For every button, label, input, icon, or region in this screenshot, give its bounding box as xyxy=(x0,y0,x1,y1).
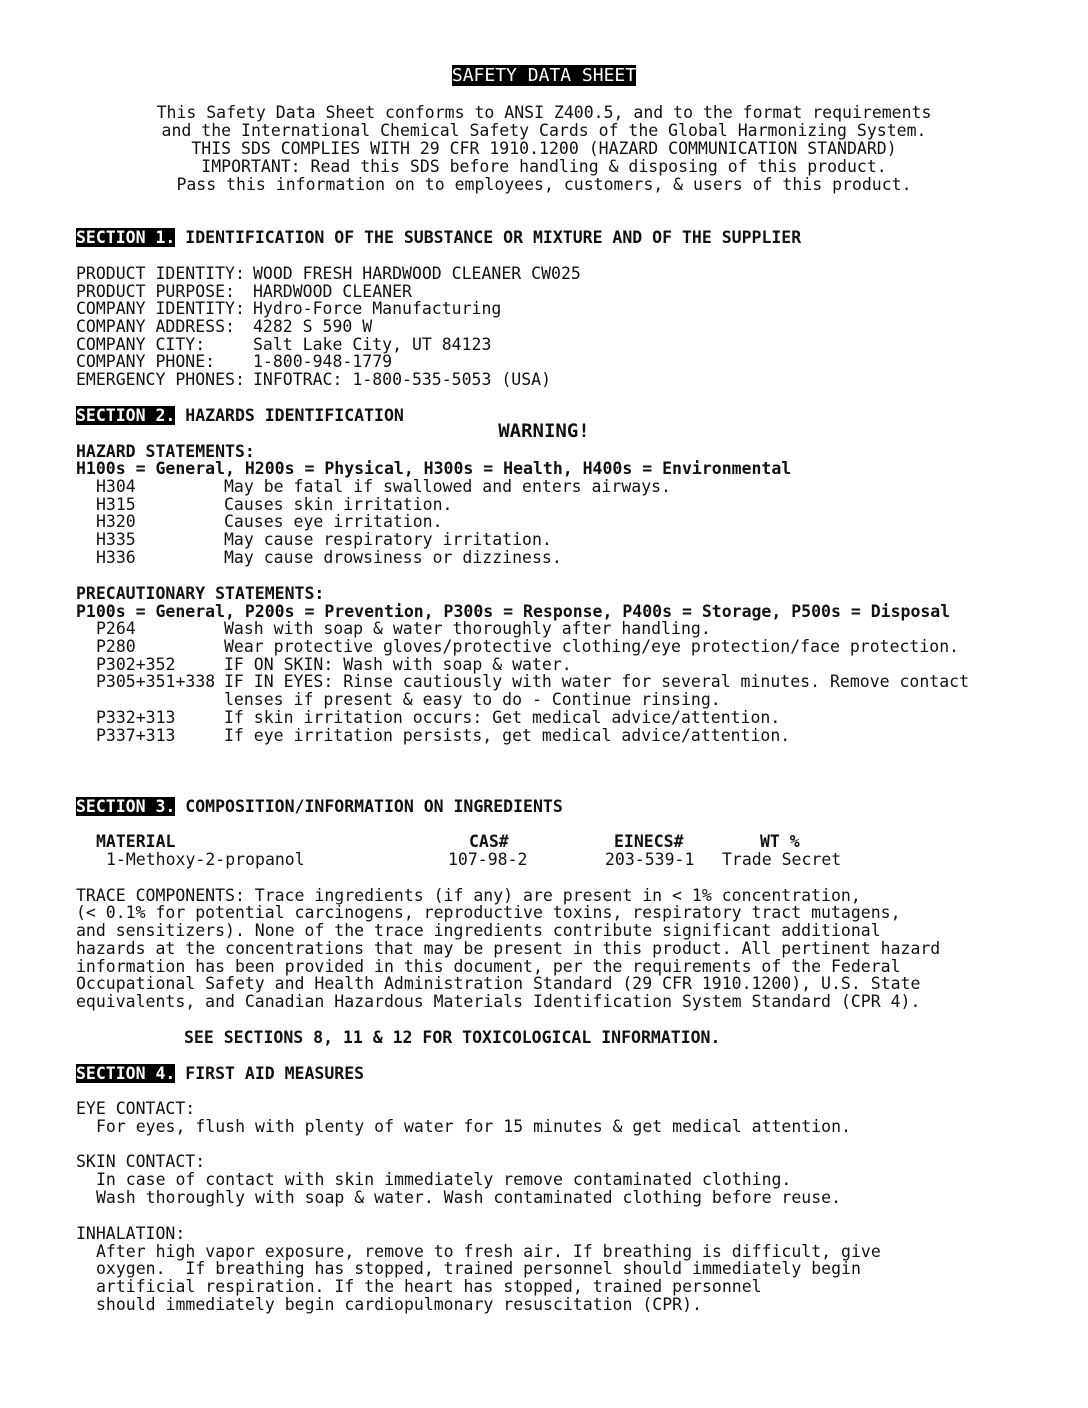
document-title: SAFETY DATA SHEET xyxy=(451,65,637,86)
hazard-code: H304 xyxy=(96,477,136,496)
section-2-heading: HAZARDS IDENTIFICATION xyxy=(185,406,404,425)
precaution-text: Wear protective gloves/protective clothing/eye protection/face protection. xyxy=(224,637,960,656)
field-label: COMPANY CITY: xyxy=(76,335,206,354)
precaution-text: If eye irritation persists, get medical advice/attention. xyxy=(224,726,791,745)
precaution-code: P302+352 xyxy=(96,655,176,674)
intro-line: and the International Chemical Safety Cards of the Global Harmonizing System. xyxy=(161,121,927,140)
toxicology-note: SEE SECTIONS 8, 11 & 12 FOR TOXICOLOGICAL INFORMATION. xyxy=(184,1028,721,1047)
column-header-einecs: EINECS# xyxy=(614,832,684,851)
precaution-text: IF ON SKIN: Wash with soap & water. xyxy=(224,655,572,674)
intro-line: This Safety Data Sheet conforms to ANSI Z400.5, and to the format requirements xyxy=(156,103,932,122)
skin-contact-text: Wash thoroughly with soap & water. Wash contaminated clothing before reuse. xyxy=(96,1188,842,1207)
column-header-cas: CAS# xyxy=(469,832,509,851)
precautionary-statements-title: PRECAUTIONARY STATEMENTS: xyxy=(76,584,325,603)
section-1-heading: IDENTIFICATION OF THE SUBSTANCE OR MIXTURE AND OF THE SUPPLIER xyxy=(185,228,802,247)
hazard-text: May cause drowsiness or dizziness. xyxy=(224,548,562,567)
hazard-code: H315 xyxy=(96,495,136,514)
trace-line: hazards at the concentrations that may be present in this product. All pertinent hazard xyxy=(76,939,941,958)
precaution-code: P305+351+338 xyxy=(96,672,216,691)
ingredient-wt: Trade Secret xyxy=(722,850,842,869)
precaution-text-continued: lenses if present & easy to do - Continue rinsing. xyxy=(224,690,721,709)
hazard-code: H336 xyxy=(96,548,136,567)
section-3-header xyxy=(76,798,563,816)
section-1-header xyxy=(76,229,801,247)
section-2-tag: SECTION 2. xyxy=(76,406,176,425)
hazard-code: H335 xyxy=(96,530,136,549)
section-3-heading: COMPOSITION/INFORMATION ON INGREDIENTS xyxy=(185,797,563,816)
section-4-header xyxy=(76,1065,364,1083)
trace-line: information has been provided in this document, per the requirements of the Federal xyxy=(76,957,901,976)
precaution-code: P337+313 xyxy=(96,726,176,745)
company-phone-value: 1-800-948-1779 xyxy=(253,352,393,371)
column-header-material: MATERIAL xyxy=(96,832,176,851)
section-1-tag: SECTION 1. xyxy=(76,228,176,247)
precautionary-legend: P100s = General, P200s = Prevention, P300s = Response, P400s = Storage, P500s = Disposal xyxy=(76,602,951,621)
precaution-code: P332+313 xyxy=(96,708,176,727)
precaution-code: P280 xyxy=(96,637,136,656)
field-label: PRODUCT IDENTITY: xyxy=(76,264,245,283)
ingredient-material: 1-Methoxy-2-propanol xyxy=(106,850,305,869)
column-header-wt: WT % xyxy=(760,832,800,851)
hazard-code: H320 xyxy=(96,512,136,531)
ingredient-einecs: 203-539-1 xyxy=(605,850,695,869)
intro-line: Pass this information on to employees, customers, & users of this product. xyxy=(176,175,912,194)
trace-line: equivalents, and Canadian Hazardous Materials Identification System Standard (CPR 4). xyxy=(76,992,921,1011)
trace-line: TRACE COMPONENTS: Trace ingredients (if any) are present in < 1% concentration, xyxy=(76,886,861,905)
signal-word: WARNING! xyxy=(498,420,590,442)
precaution-code: P264 xyxy=(96,619,136,638)
field-label: EMERGENCY PHONES: xyxy=(76,370,245,389)
product-purpose-value: HARDWOOD CLEANER xyxy=(253,282,412,301)
field-label: PRODUCT PURPOSE: xyxy=(76,282,235,301)
company-identity-value: Hydro-Force Manufacturing xyxy=(253,299,502,318)
intro-line: THIS SDS COMPLIES WITH 29 CFR 1910.1200 (HAZARD COMMUNICATION STANDARD) xyxy=(191,139,897,158)
precaution-text: IF IN EYES: Rinse cautiously with water for several minutes. Remove contact xyxy=(224,672,970,691)
precaution-text: Wash with soap & water thoroughly after handling. xyxy=(224,619,711,638)
emergency-phones-value: INFOTRAC: 1-800-535-5053 (USA) xyxy=(253,370,552,389)
section-4-heading: FIRST AID MEASURES xyxy=(185,1064,365,1083)
inhalation-text: artificial respiration. If the heart has stopped, trained personnel xyxy=(96,1277,762,1296)
inhalation-text: After high vapor exposure, remove to fresh air. If breathing is difficult, give xyxy=(96,1242,881,1261)
section-4-tag: SECTION 4. xyxy=(76,1064,176,1083)
skin-contact-text: In case of contact with skin immediately remove contaminated clothing. xyxy=(96,1170,792,1189)
trace-line: Occupational Safety and Health Administration Standard (29 CFR 1910.1200), U.S. State xyxy=(76,974,921,993)
product-identity-value: WOOD FRESH HARDWOOD CLEANER CW025 xyxy=(253,264,581,283)
field-label: COMPANY PHONE: xyxy=(76,352,216,371)
hazard-text: Causes eye irritation. xyxy=(224,512,443,531)
field-label: COMPANY ADDRESS: xyxy=(76,317,235,336)
section-3-tag: SECTION 3. xyxy=(76,797,176,816)
trace-line: and sensitizers). None of the trace ingredients contribute significant additional xyxy=(76,921,881,940)
eye-contact-text: For eyes, flush with plenty of water for 15 minutes & get medical attention. xyxy=(96,1117,851,1136)
precaution-text: If skin irritation occurs: Get medical advice/attention. xyxy=(224,708,781,727)
inhalation-label: INHALATION: xyxy=(76,1224,186,1243)
eye-contact-label: EYE CONTACT: xyxy=(76,1099,196,1118)
company-address-value: 4282 S 590 W xyxy=(253,317,373,336)
hazard-text: May be fatal if swallowed and enters airways. xyxy=(224,477,672,496)
company-city-value: Salt Lake City, UT 84123 xyxy=(253,335,492,354)
hazard-text: May cause respiratory irritation. xyxy=(224,530,552,549)
hazard-statements-title: HAZARD STATEMENTS: xyxy=(76,442,255,461)
inhalation-text: should immediately begin cardiopulmonary resuscitation (CPR). xyxy=(96,1295,702,1314)
hazard-legend: H100s = General, H200s = Physical, H300s = Health, H400s = Environmental xyxy=(76,459,792,478)
trace-line: (< 0.1% for potential carcinogens, reproductive toxins, respiratory tract mutagens, xyxy=(76,903,901,922)
skin-contact-label: SKIN CONTACT: xyxy=(76,1152,206,1171)
intro-line: IMPORTANT: Read this SDS before handling & disposing of this product. xyxy=(201,157,887,176)
hazard-text: Causes skin irritation. xyxy=(224,495,453,514)
field-label: COMPANY IDENTITY: xyxy=(76,299,245,318)
inhalation-text: oxygen. If breathing has stopped, trained personnel should immediately begin xyxy=(96,1259,861,1278)
ingredient-cas: 107-98-2 xyxy=(448,850,528,869)
